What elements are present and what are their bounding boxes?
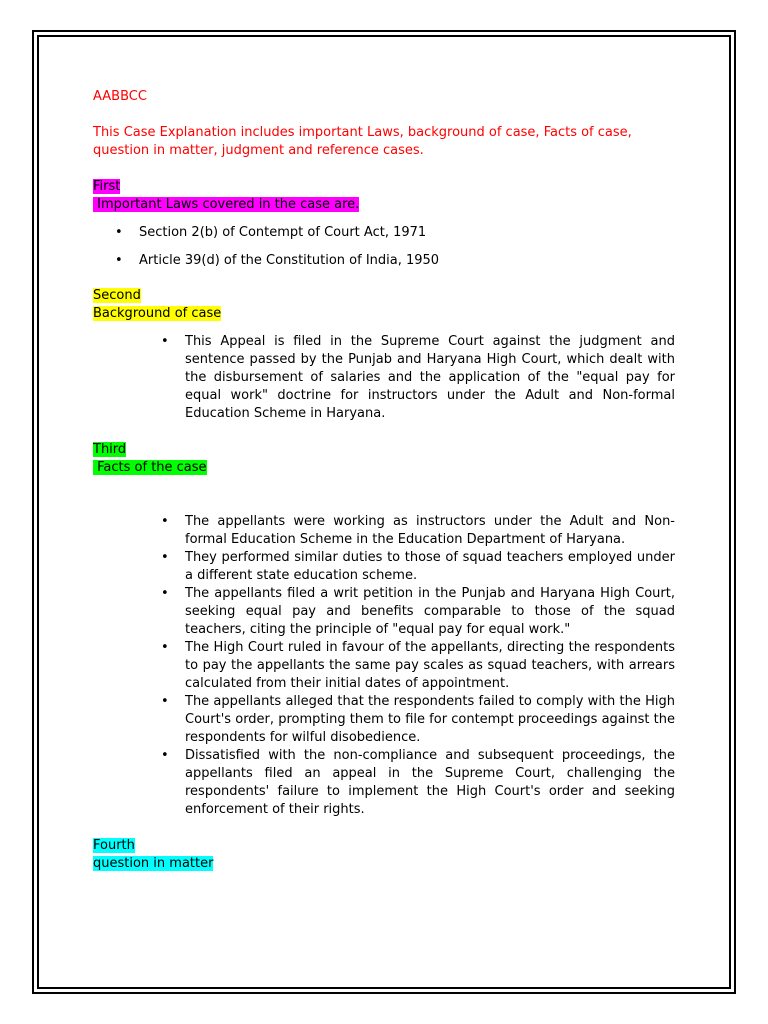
- list-item: [93, 639, 675, 693]
- fact-item-text: Dissatisfied with the non-compliance and subsequent proceedings, the appellants filed an appeal in the Supreme Court, challenging the respondents' failure to implement the High Court's order and seeking enforcement of their rights.: [185, 748, 675, 817]
- fact-item-text: They performed similar duties to those of squad teachers employed under a different state education scheme.: [185, 550, 675, 583]
- bullet-icon: •: [161, 694, 169, 709]
- bullet-icon: •: [161, 550, 169, 565]
- facts-list: [93, 513, 675, 819]
- list-item: [93, 585, 675, 639]
- section-fourth-label: Fourth: [93, 838, 135, 853]
- fact-item-text: The appellants were working as instructors under the Adult and Non-formal Education Scheme in the Education Department of Haryana.: [185, 514, 675, 547]
- bullet-icon: •: [115, 253, 123, 268]
- law-item-text: Article 39(d) of the Constitution of India, 1950: [139, 253, 440, 268]
- section-fourth-heading: question in matter: [93, 856, 214, 871]
- bullet-icon: •: [161, 334, 169, 349]
- section-second-label: Second: [93, 288, 141, 303]
- bullet-icon: •: [161, 514, 169, 529]
- fact-item-text: The High Court ruled in favour of the appellants, directing the respondents to pay the appellants the same pay scales as squad teachers, with arrears calculated from their initial dates of appointment.: [185, 640, 675, 691]
- list-item: [93, 513, 675, 549]
- bullet-icon: •: [161, 586, 169, 601]
- list-item: [93, 333, 675, 423]
- fact-item-text: The appellants filed a writ petition in the Punjab and Haryana High Court, seeking equal pay and benefits comparable to those of the squad teachers, citing the principle of "equal pay for equal work.": [185, 586, 675, 637]
- background-list: [93, 333, 675, 423]
- intro-paragraph: This Case Explanation includes important Laws, background of case, Facts of case, question in matter, judgment and reference cases.: [93, 125, 632, 158]
- bullet-icon: •: [161, 640, 169, 655]
- bullet-icon: •: [161, 748, 169, 763]
- section-first-label: First: [93, 179, 121, 194]
- bullet-icon: •: [115, 225, 123, 240]
- section-first-heading: Important Laws covered in the case are.: [93, 197, 360, 212]
- section-second: [93, 287, 675, 323]
- section-third-label: Third: [93, 442, 127, 457]
- section-third: [93, 441, 675, 477]
- section-fourth: [93, 837, 675, 873]
- document-code: AABBCC: [93, 89, 147, 104]
- list-item: [93, 224, 675, 242]
- list-item: [93, 252, 675, 270]
- list-item: [93, 747, 675, 819]
- fact-item-text: The appellants alleged that the respondents failed to comply with the High Court's order, prompting them to file for contempt proceedings against the respondents for wilful disobedience.: [185, 694, 675, 745]
- background-item-text: This Appeal is filed in the Supreme Court against the judgment and sentence passed by the Punjab and Haryana High Court, which dealt with the disbursement of salaries and the application of the "equal pay for equal work" doctrine for instructors under the Adult and Non-formal Education Scheme in Haryana.: [185, 334, 675, 421]
- section-third-heading: Facts of the case: [93, 460, 207, 475]
- section-second-heading: Background of case: [93, 306, 222, 321]
- list-item: [93, 693, 675, 747]
- list-item: [93, 549, 675, 585]
- section-first: [93, 178, 675, 214]
- document-body: [93, 88, 675, 873]
- laws-list: [93, 224, 675, 270]
- law-item-text: Section 2(b) of Contempt of Court Act, 1971: [139, 225, 427, 240]
